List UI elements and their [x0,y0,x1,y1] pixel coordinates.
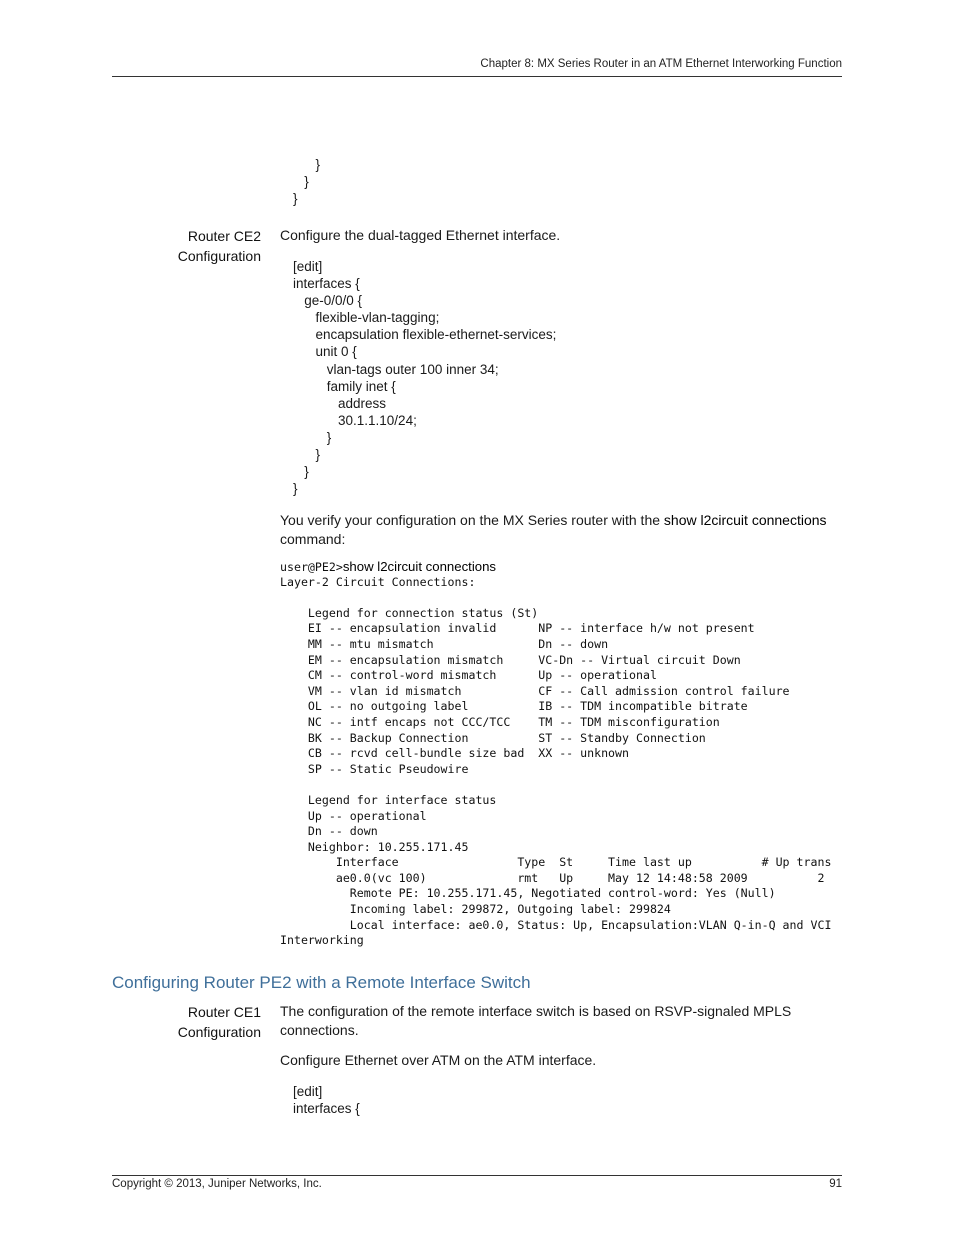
footer-rule [112,1175,842,1176]
config-line: family inet { [293,378,396,394]
cli-line: Legend for connection status (St) [280,605,539,620]
cli-line: NC -- intf encaps not CCC/TCC TM -- TDM misconfiguration [280,714,720,729]
cli-line: ae0.0(vc 100) rmt Up May 12 14:48:58 2009 2 [280,870,825,885]
cli-line [280,777,831,793]
ce1-heading-line2: Configuration [177,1024,261,1040]
config-line: [edit] [293,1084,323,1099]
config-line: interfaces { [293,276,360,292]
ce2-config-block [293,258,556,497]
config-line: [edit] [293,259,323,274]
ce1-heading-line1: Router CE1 [187,1004,261,1020]
config-line: } [293,429,332,445]
cli-prompt-line [280,559,831,575]
cli-line: Dn -- down [280,824,378,839]
verify-paragraph [280,511,845,549]
page-number: 91 [829,1178,842,1190]
config-line: ge-0/0/0 { [293,293,363,309]
cli-line: Up -- operational [280,808,427,823]
config-line: } [293,174,309,190]
cli-line: Interworking [280,933,364,948]
config-line: flexible-vlan-tagging; [293,310,440,326]
cli-line: VM -- vlan id mismatch CF -- Call admission control failure [280,683,790,698]
config-line: vlan-tags outer 100 inner 34; [293,361,499,377]
verify-text-after: command: [280,531,346,547]
config-line: address [293,395,387,411]
header-rule [112,76,842,77]
cli-line: CM -- control-word mismatch Up -- operational [280,668,657,683]
cli-line: Incoming label: 299872, Outgoing label: 299824 [280,902,671,917]
cli-line: EM -- encapsulation mismatch VC-Dn -- Virtual circuit Down [280,652,741,667]
cli-line: MM -- mtu mismatch Dn -- down [280,636,609,651]
ce1-config-block [293,1083,360,1117]
previous-config-closing [293,156,320,207]
cli-prompt: user@PE2> [280,560,343,574]
config-line: interfaces { [293,1101,360,1117]
ce2-heading-line1: Router CE2 [187,228,261,244]
config-line: } [293,447,321,463]
cli-line: Interface Type St Time last up # Up trans [280,855,832,870]
cli-line: BK -- Backup Connection ST -- Standby Connection [280,730,706,745]
cli-line: SP -- Static Pseudowire [280,761,469,776]
cli-line: CB -- rcvd cell-bundle size bad XX -- unknown [280,746,630,761]
footer-copyright: Copyright © 2013, Juniper Networks, Inc. [112,1178,322,1190]
ce2-side-heading [178,226,261,266]
ce2-intro: Configure the dual-tagged Ethernet interface. [280,227,561,243]
config-line: encapsulation flexible-ethernet-services; [293,327,557,343]
config-line: } [293,481,298,497]
cli-line: Local interface: ae0.0, Status: Up, Encapsulation:VLAN Q-in-Q and VCI [280,917,832,932]
cli-line: Remote PE: 10.255.171.45, Negotiated control-word: Yes (Null) [280,886,776,901]
config-line: unit 0 { [293,344,357,360]
ce1-side-heading [178,1002,261,1042]
config-line: 30.1.1.10/24; [293,412,417,428]
config-line: } [293,464,309,480]
section-heading: Configuring Router PE2 with a Remote Interface Switch [112,973,531,992]
ce1-paragraph-2: Configure Ethernet over ATM on the ATM interface. [280,1052,597,1068]
config-line: } [293,157,321,172]
cli-line: OL -- no outgoing label IB -- TDM incompatible bitrate [280,699,748,714]
cli-line [280,590,831,606]
verify-text: You verify your configuration on the MX Series router with the [280,512,664,528]
cli-command: show l2circuit connections [342,559,497,574]
ce2-heading-line2: Configuration [177,248,261,264]
config-line: } [293,191,298,207]
cli-line: EI -- encapsulation invalid NP -- interface h/w not present [280,621,755,636]
cli-line: Layer-2 Circuit Connections: [280,574,476,589]
chapter-header: Chapter 8: MX Series Router in an ATM Ethernet Interworking Function [480,58,842,70]
cli-line: Legend for interface status [280,792,497,807]
cli-output [280,559,831,949]
ce1-paragraph-1: The configuration of the remote interface switch is based on RSVP-signaled MPLS connections. [280,1003,792,1038]
verify-command: show l2circuit connections [663,512,827,528]
cli-line: Neighbor: 10.255.171.45 [280,839,469,854]
